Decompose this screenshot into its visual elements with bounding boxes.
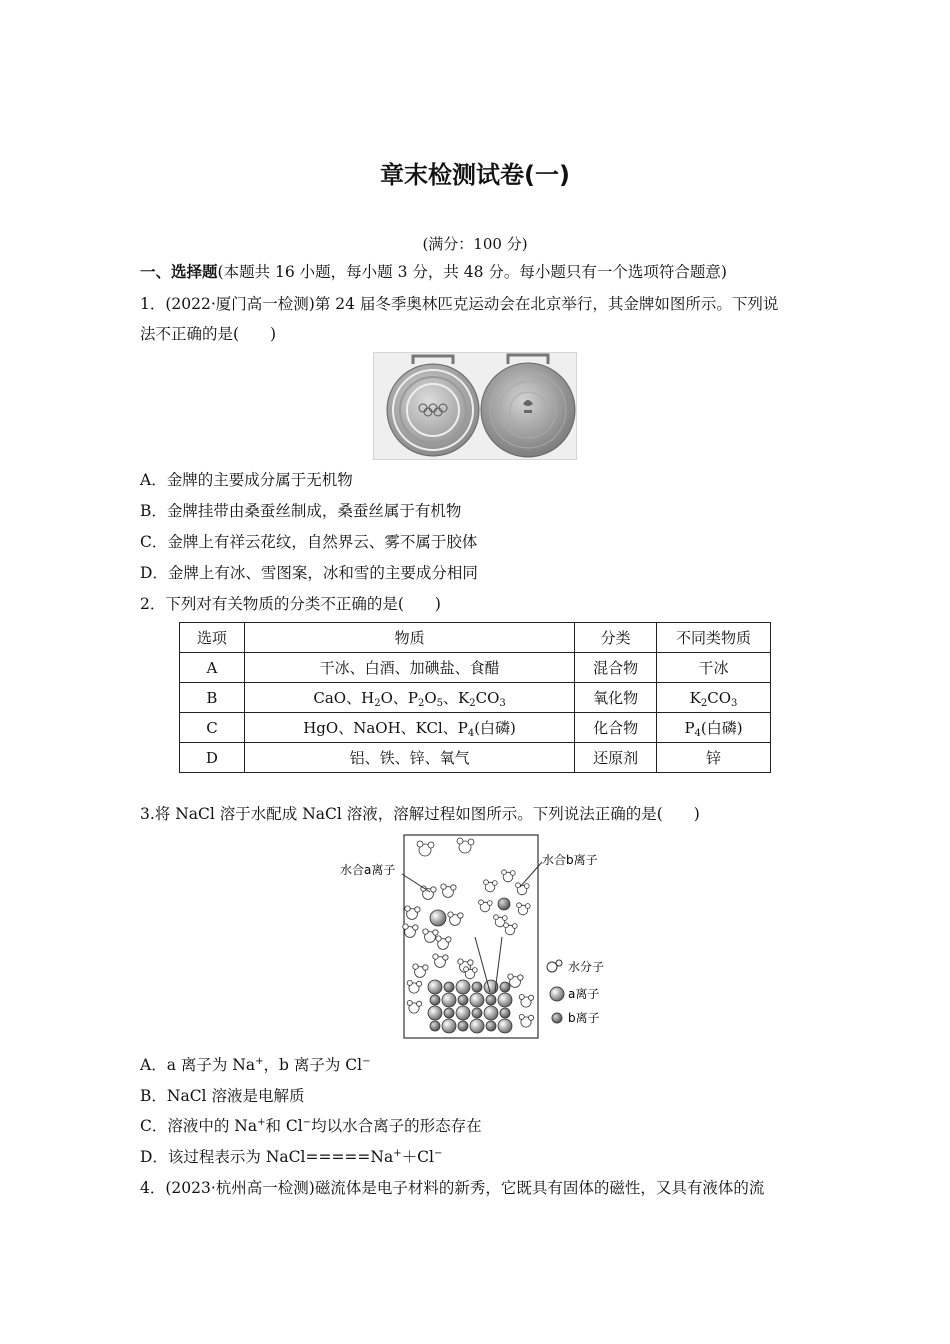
label-hydrated-b: 水合b离子 [542, 853, 598, 867]
table-row [180, 653, 771, 683]
option-cell: C [180, 713, 245, 743]
water-molecule [479, 900, 484, 905]
legend-water-label: 水分子 [568, 960, 605, 974]
legend-a-ion-label: a离子 [568, 987, 600, 1001]
q1-option-a: A．金牌的主要成分属于无机物 [140, 471, 353, 489]
table-row [180, 683, 771, 713]
odd-one-cell: 干冰 [657, 653, 771, 683]
water-molecule [431, 887, 436, 892]
water-molecule [428, 842, 434, 848]
water-molecule [457, 838, 463, 844]
water-molecule [423, 929, 428, 934]
odd-one-cell: 锌 [657, 743, 771, 773]
q1-option-b: B．金牌挂带由桑蚕丝制成，桑蚕丝属于有机物 [140, 502, 462, 520]
water-molecule [458, 959, 463, 964]
b-ion [430, 1021, 440, 1031]
water-molecule [512, 924, 517, 929]
b-ion [472, 1008, 482, 1018]
water-molecule [417, 1001, 422, 1006]
section-heading [140, 262, 727, 282]
water-molecule [417, 841, 423, 847]
medal-image [373, 352, 577, 460]
q3-stem: 3.将 NaCl 溶于水配成 NaCl 溶液，溶解过程如图所示。下列说法正确的是( ) [140, 805, 700, 823]
classification-table [179, 622, 771, 773]
dissolution-diagram [330, 832, 620, 1040]
odd-one-cell: $K_2CO_3$ [657, 683, 771, 713]
water-molecule [468, 839, 474, 845]
q2-stem: 2．下列对有关物质的分类不正确的是( ) [140, 595, 441, 613]
water-molecule [517, 903, 522, 908]
water-molecule [436, 936, 441, 941]
table-header-cell: 不同类物质 [657, 623, 771, 653]
water-molecule [417, 981, 422, 986]
a-ion [484, 1006, 498, 1020]
q3-option-a: A．a 离子为 Na+，b 离子为 Cl− [140, 1056, 371, 1074]
substance-cell: HgO、NaOH、KCl、$P_4$(白磷) [244, 713, 574, 743]
water-molecule [524, 884, 529, 889]
odd-one-cell: $P_4$(白磷) [657, 713, 771, 743]
b-ion [444, 1008, 454, 1018]
table-header-cell: 分类 [575, 623, 657, 653]
b-ion [458, 1021, 468, 1031]
table-header-cell: 物质 [244, 623, 574, 653]
q3-option-b: B．NaCl 溶液是电解质 [140, 1087, 305, 1105]
water-molecule [443, 955, 448, 960]
water-molecule [494, 915, 499, 920]
water-molecule [516, 883, 521, 888]
a-ion [430, 910, 446, 926]
b-ion [486, 995, 496, 1005]
class-cell: 还原剂 [575, 743, 657, 773]
substance-cell: 铝、铁、锌、氧气 [244, 743, 574, 773]
water-molecule [433, 930, 438, 935]
water-molecule [423, 965, 428, 970]
water-molecule [504, 923, 509, 928]
water-molecule [433, 954, 438, 959]
a-ion [428, 1006, 442, 1020]
water-molecule [468, 960, 473, 965]
q1-option-c: C．金牌上有祥云花纹，自然界云、雾不属于胶体 [140, 533, 478, 551]
a-ion [456, 1006, 470, 1020]
b-ion [444, 982, 454, 992]
option-cell: A [180, 653, 245, 683]
water-molecule [403, 924, 408, 929]
a-ion [498, 1019, 512, 1033]
water-molecule [472, 968, 477, 973]
water-molecule [492, 881, 497, 886]
q1-option-d: D．金牌上有冰、雪图案，冰和雪的主要成分相同 [140, 564, 478, 582]
water-molecule [413, 925, 418, 930]
b-ion [472, 982, 482, 992]
legend-b-ion-icon [552, 1013, 562, 1023]
table-row [180, 713, 771, 743]
water-molecule [502, 870, 507, 875]
substance-cell: 干冰、白酒、加碘盐、食醋 [244, 653, 574, 683]
q1-stem-line2: 法不正确的是( ) [140, 325, 277, 343]
water-molecule [407, 980, 412, 985]
water-molecule [451, 885, 456, 890]
a-ion [442, 993, 456, 1007]
section-desc: (本题共 16 小题，每小题 3 分，共 48 分。每小题只有一个选项符合题意) [217, 263, 727, 281]
water-molecule [446, 937, 451, 942]
water-molecule [413, 964, 418, 969]
class-cell: 化合物 [575, 713, 657, 743]
section-title: 一、选择题 [140, 262, 218, 281]
option-cell: B [180, 683, 245, 713]
page-title: 章末检测试卷(一) [380, 161, 570, 189]
q3-option-c: C．溶液中的 Na+和 Cl−均以水合离子的形态存在 [140, 1117, 482, 1135]
legend-water-icon [556, 960, 562, 966]
water-molecule [464, 967, 469, 972]
water-molecule [519, 994, 524, 999]
b-ion [486, 1021, 496, 1031]
water-molecule [484, 880, 489, 885]
class-cell: 混合物 [575, 653, 657, 683]
b-ion [500, 1008, 510, 1018]
a-ion [498, 993, 512, 1007]
score-note: (满分：100 分) [422, 235, 528, 253]
water-molecule [518, 975, 523, 980]
b-ion [498, 898, 510, 910]
water-molecule [458, 913, 463, 918]
substance-cell: CaO、$H_2O$、$P_2O_5$、$K_2CO_3$ [244, 683, 574, 713]
a-ion [470, 1019, 484, 1033]
water-molecule [525, 904, 530, 909]
legend-a-ion-icon [550, 987, 564, 1001]
table-header-row [180, 623, 771, 653]
q1-stem-line1: 1．(2022·厦门高一检测)第 24 届冬季奥林匹克运动会在北京举行，其金牌如图所示。下列说 [140, 295, 779, 313]
table-row [180, 743, 771, 773]
class-cell: 氧化物 [575, 683, 657, 713]
beaker-outline [404, 835, 538, 1038]
water-molecule [510, 871, 515, 876]
q4-stem-line1: 4．(2023·杭州高一检测)磁流体是电子材料的新秀，它既具有固体的磁性，又具有液体的流 [140, 1179, 765, 1197]
a-ion [428, 980, 442, 994]
a-ion [456, 980, 470, 994]
water-molecule [519, 1014, 524, 1019]
water-molecule [407, 1000, 412, 1005]
b-ion [500, 982, 510, 992]
water-molecule [502, 916, 507, 921]
legend-b-ion-label: b离子 [568, 1011, 600, 1025]
label-hydrated-a: 水合a离子 [340, 863, 396, 877]
b-ion [458, 995, 468, 1005]
option-cell: D [180, 743, 245, 773]
q3-option-d: D．该过程表示为 NaCl=====Na+＋Cl− [140, 1148, 443, 1166]
b-ion [430, 995, 440, 1005]
water-molecule [405, 906, 410, 911]
water-molecule [508, 974, 513, 979]
water-molecule [529, 1015, 534, 1020]
table-header-cell: 选项 [180, 623, 245, 653]
a-ion [442, 1019, 456, 1033]
water-molecule [448, 912, 453, 917]
a-ion [470, 993, 484, 1007]
water-molecule [487, 901, 492, 906]
water-molecule [529, 995, 534, 1000]
water-molecule [441, 884, 446, 889]
water-molecule [415, 907, 420, 912]
